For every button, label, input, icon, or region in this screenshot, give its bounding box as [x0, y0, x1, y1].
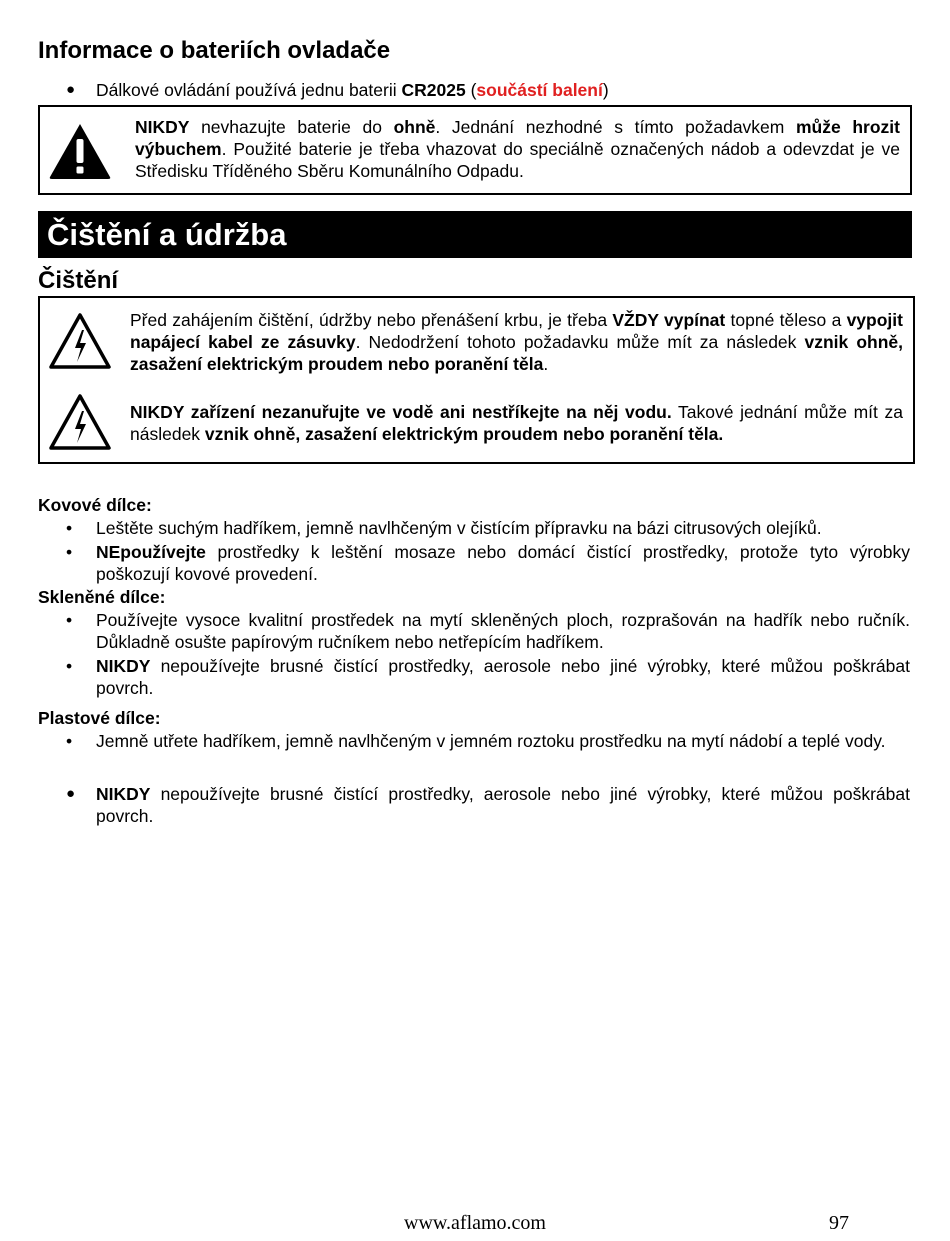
footer-url: www.aflamo.com: [404, 1212, 546, 1234]
bullet: •: [66, 542, 73, 562]
list-item: • Používejte vysoce kvalitní prostředek na mytí skleněných ploch, rozprašován na hadřík nebo ručník. Důkladně osušte papírovým ručníkem nebo netřepícím hadříkem.: [66, 610, 910, 652]
metal-heading: Kovové dílce:: [38, 495, 152, 515]
list-item: • NIKDY nepoužívejte brusné čistící prostředky, aerosole nebo jiné výrobky, které můžou poškrábat povrch.: [66, 656, 910, 698]
section-banner: Čištění a údržba: [38, 211, 912, 258]
list-item: ● NIKDY nepoužívejte brusné čistící prostředky, aerosole nebo jiné výrobky, které můžou poškrábat povrch.: [66, 784, 910, 826]
electric-shock-icon: [48, 393, 112, 451]
bullet: •: [66, 610, 73, 630]
plastic-heading: Plastové dílce:: [38, 708, 161, 728]
battery-warning-box: [38, 105, 912, 195]
bullet: •: [66, 518, 73, 538]
list-item: • Leštěte suchým hadříkem, jemně navlhčeným v čistícím přípravku na bázi citrusových olejíků.: [66, 518, 822, 538]
battery-warning-text: NIKDY nevhazujte baterie do ohně. Jednání nezhodné s tímto požadavkem může hrozit výbuchem. Použité baterie je třeba vhazovat do speciálně označených nádob a odevzdat je ve Středisku Tříděného Sběru Komunálního Odpadu.: [135, 117, 900, 181]
list-item: • NEpoužívejte prostředky k leštění mosaze nebo domácí čistící prostředky, protože tyto výrobky poškozují kovové provedení.: [66, 542, 910, 584]
warning-text-2: NIKDY zařízení nezanuřujte ve vodě ani nestříkejte na něj vodu. Takové jednání může mít za následek vznik ohně, zasažení elektrickým proudem nebo poranění těla.: [130, 402, 903, 444]
warning-triangle-icon: [48, 122, 112, 180]
bullet: •: [66, 731, 73, 751]
glass-heading: Skleněné dílce:: [38, 587, 166, 607]
battery-heading: Informace o bateriích ovladače: [38, 37, 391, 64]
cleaning-heading: Čištění: [38, 267, 119, 294]
bullet: •: [66, 656, 73, 676]
page-number: 97: [829, 1212, 849, 1234]
cleaning-warning-box: [38, 296, 915, 464]
list-item: ● Dálkové ovládání používá jednu baterii CR2025 (součástí balení): [66, 80, 609, 100]
bullet: ●: [66, 785, 76, 802]
included-note: součástí balení: [476, 80, 603, 100]
list-item: • Jemně utřete hadříkem, jemně navlhčeným v jemném roztoku prostředku na mytí nádobí a teplé vody.: [66, 731, 886, 751]
bullet: ●: [66, 81, 76, 98]
warning-text-1: Před zahájením čištění, údržby nebo přenášení krbu, je třeba VŽDY vypínat topné těleso a vypojit napájecí kabel ze zásuvky. Nedodržení tohoto požadavku může mít za následek vznik ohně, zasažení elektrickým proudem nebo poranění těla.: [130, 310, 903, 374]
electric-shock-icon: [48, 312, 112, 370]
